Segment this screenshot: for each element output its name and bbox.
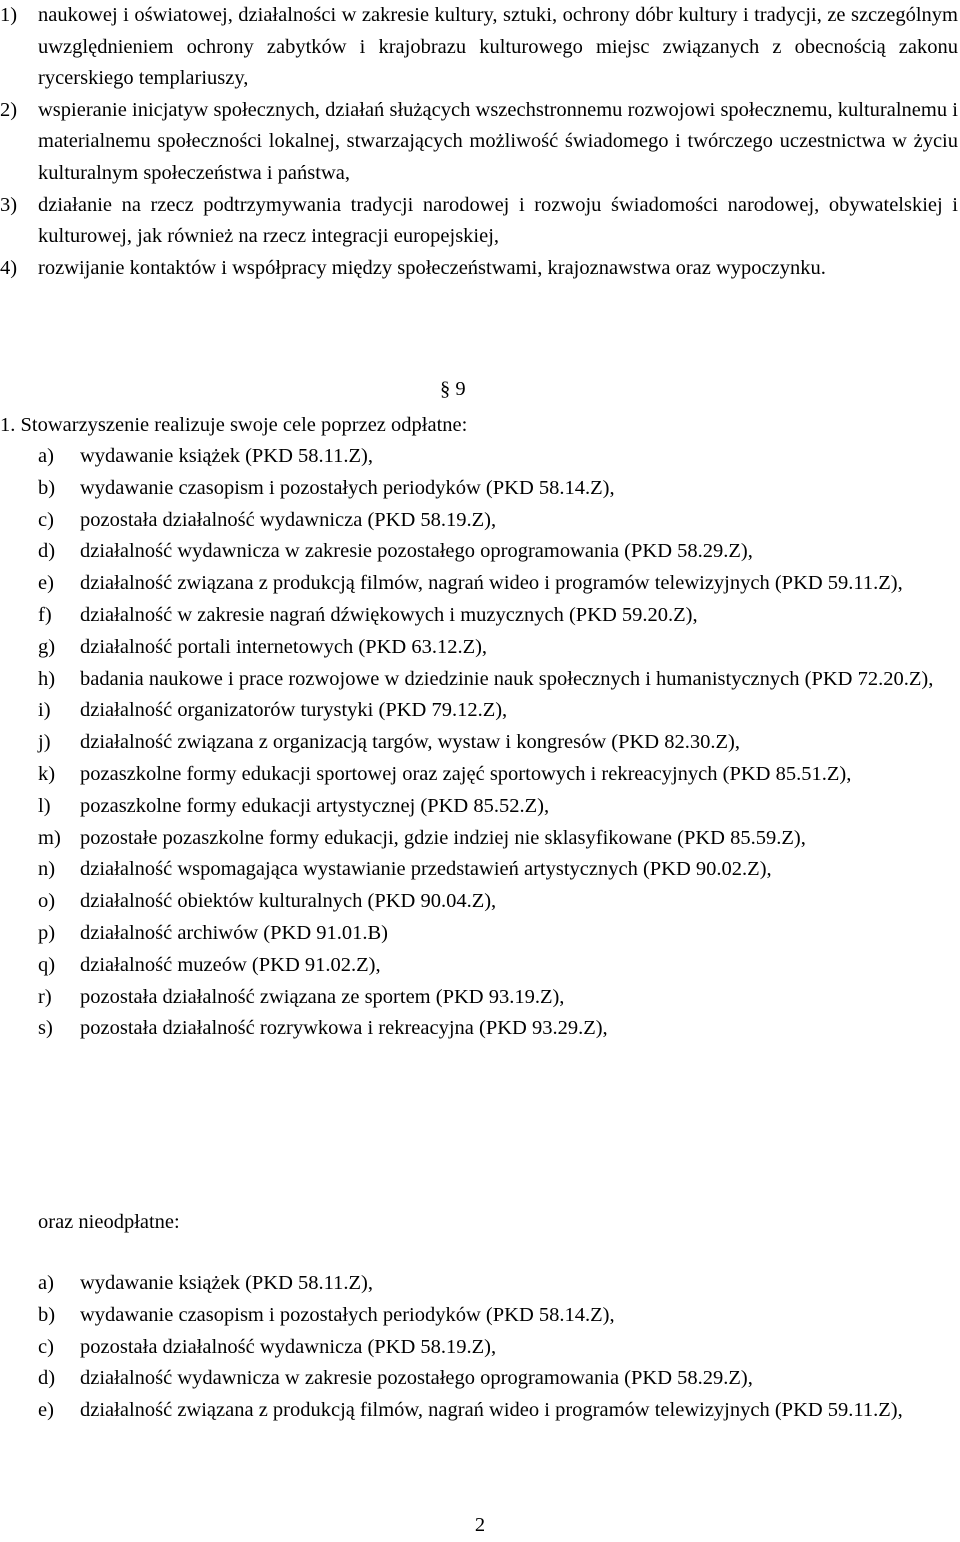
intro-item [0,0,960,95]
list-item-letter: o) [38,890,56,913]
list-item-letter: n) [38,858,56,881]
list-item [0,695,960,727]
list-item [0,791,960,823]
list-item-text: działalność w zakresie nagrań dźwiękowych i muzycznych (PKD 59.20.Z), [80,603,698,626]
list-item-text: pozostała działalność wydawnicza (PKD 58.19.Z), [80,508,497,531]
list-item-text: badania naukowe i prace rozwojowe w dziedzinie nauk społecznych i humanistycznych (PKD 72.20.Z), [80,667,934,690]
list-item-letter: d) [38,1367,56,1390]
list-item [0,982,960,1014]
list-item [0,918,960,950]
list-item [0,1363,960,1395]
list-item-letter: c) [38,508,54,531]
list-item-text: pozostała działalność związana ze sportem (PKD 93.19.Z), [80,985,565,1008]
paid-heading [0,409,960,441]
list-item-letter: f) [38,603,52,626]
list-item-text: działalność związana z produkcją filmów, nagrań wideo i programów telewizyjnych (PKD 59.11.Z), [80,572,903,595]
intro-item-number: 3) [0,193,18,216]
list-item [0,664,960,696]
list-item [0,823,960,855]
list-item-text: pozostała działalność wydawnicza (PKD 58.19.Z), [80,1335,497,1358]
list-item [0,600,960,632]
list-item [0,505,960,537]
intro-item-text: naukowej i oświatowej, działalności w zakresie kultury, sztuki, ochrony dóbr kultury i tradycji, ze szczególnym uwzględnieniem ochrony zabytków i krajobrazu kulturowego miejsc związanych z obecnością zakonu rycerskiego templariuszy, [38,4,958,90]
list-item [0,536,960,568]
list-item-text: działalność związana z organizacją targów, wystaw i kongresów (PKD 82.30.Z), [80,731,740,754]
intro-item-text: wspieranie inicjatyw społecznych, działań służących wszechstronnemu rozwojowi społecznemu, kulturalnemu i materialnemu społeczności lokalnej, stwarzających możliwość świadomego i twórczego uczestnictwa w życiu kulturalnym społeczeństwa i państwa, [38,98,958,184]
list-item-text: działalność wydawnicza w zakresie pozostałego oprogramowania (PKD 58.29.Z), [80,1367,753,1390]
list-item [0,1395,960,1427]
list-item [0,1300,960,1332]
intro-item-text: rozwijanie kontaktów i współpracy między społeczeństwami, krajoznawstwa oraz wypoczynku. [38,256,826,279]
list-item [0,950,960,982]
list-item-text: wydawanie czasopism i pozostałych periodyków (PKD 58.14.Z), [80,1303,615,1326]
list-item [0,854,960,886]
list-item-letter: b) [38,1303,56,1326]
list-item-text: pozostałe pozaszkolne formy edukacji, gdzie indziej nie sklasyfikowane (PKD 85.59.Z), [80,826,806,849]
section-heading: § 9 [440,378,466,400]
free-heading: oraz nieodpłatne: [38,1211,180,1233]
list-item-letter: q) [38,953,56,976]
list-item-letter: a) [38,1272,54,1294]
list-item-text: działalność archiwów (PKD 91.01.B) [80,921,389,944]
list-item [0,1013,960,1045]
list-item-text: działalność wspomagająca wystawianie przedstawień artystycznych (PKD 90.02.Z), [80,858,772,881]
intro-item [0,190,960,253]
list-item-text: działalność wydawnicza w zakresie pozostałego oprogramowania (PKD 58.29.Z), [80,540,753,563]
intro-item [0,253,960,285]
intro-item-number: 4) [0,256,18,279]
list-item-letter: e) [38,1399,54,1422]
list-item-text: działalność muzeów (PKD 91.02.Z), [80,953,381,976]
intro-item [0,95,960,190]
list-item-letter: r) [38,985,52,1008]
list-item-letter: s) [38,1017,53,1040]
list-item-text: działalność obiektów kulturalnych (PKD 90.04.Z), [80,890,497,913]
list-item-letter: c) [38,1335,54,1358]
paid-activities-list [0,441,960,1045]
list-item-letter: k) [38,762,56,785]
list-item-text: pozaszkolne formy edukacji sportowej oraz zajęć sportowych i rekreacyjnych (PKD 85.51.Z), [80,762,852,785]
intro-item-text: działanie na rzecz podtrzymywania tradycji narodowej i rozwoju świadomości narodowej, obywatelskiej i kulturowej, jak również na rzecz integracji europejskiej, [38,193,958,248]
list-item [0,473,960,505]
list-item [0,886,960,918]
paid-heading-text: Stowarzyszenie realizuje swoje cele poprzez odpłatne: [20,414,468,436]
list-item-text: wydawanie książek (PKD 58.11.Z), [80,445,373,467]
list-item [0,1332,960,1364]
list-item-letter: m) [38,826,61,849]
free-activities-list [0,1268,960,1427]
list-item [0,1268,960,1300]
list-item-letter: d) [38,540,56,563]
list-item-letter: b) [38,476,56,499]
list-item-letter: p) [38,921,56,944]
list-item-letter: e) [38,572,54,595]
list-item-letter: a) [38,445,54,467]
intro-item-number: 2) [0,98,18,121]
paid-heading-number: 1. [0,414,16,436]
list-item-text: pozostała działalność rozrywkowa i rekreacyjna (PKD 93.29.Z), [80,1017,608,1040]
list-item-letter: h) [38,667,56,690]
list-item-text: działalność organizatorów turystyki (PKD 79.12.Z), [80,699,508,722]
list-item [0,568,960,600]
list-item-text: pozaszkolne formy edukacji artystycznej (PKD 85.52.Z), [80,794,550,817]
list-item-letter: j) [38,731,51,754]
list-item-text: działalność portali internetowych (PKD 63.12.Z), [80,635,488,658]
intro-item-number: 1) [0,4,18,26]
list-item [0,727,960,759]
list-item [0,441,960,473]
list-item-text: działalność związana z produkcją filmów, nagrań wideo i programów telewizyjnych (PKD 59.11.Z), [80,1399,903,1422]
intro-list [0,0,960,284]
list-item-text: wydawanie czasopism i pozostałych periodyków (PKD 58.14.Z), [80,476,615,499]
list-item-letter: l) [38,794,51,817]
list-item-text: wydawanie książek (PKD 58.11.Z), [80,1272,373,1294]
list-item [0,632,960,664]
list-item [0,759,960,791]
list-item-letter: i) [38,699,51,722]
list-item-letter: g) [38,635,56,658]
page-number: 2 [474,1514,486,1536]
